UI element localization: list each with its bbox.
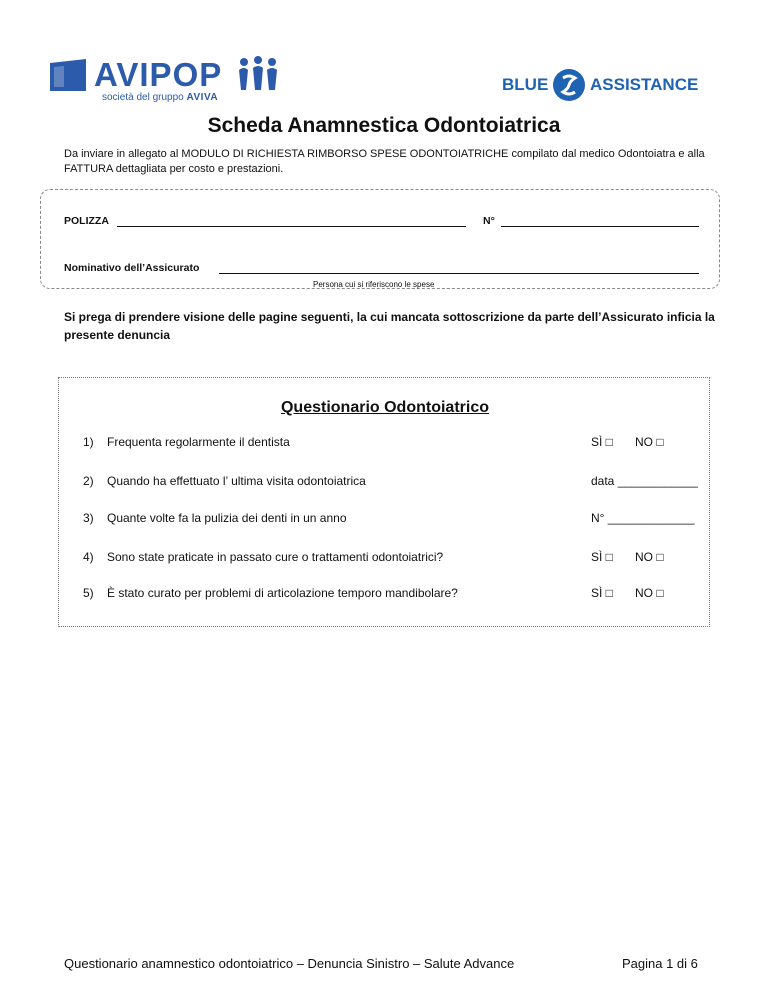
question-row-5 [83,584,693,602]
numero-label: N° [483,215,495,227]
question-text: Quante volte fa la pulizia dei denti in un anno [107,511,347,525]
avipop-tagline: società del gruppo AVIVA [102,92,219,103]
question-number: 1) [83,435,94,449]
question-number: 4) [83,550,94,564]
answer-no-checkbox[interactable]: NO □ [635,435,664,449]
question-row-2 [83,472,698,490]
answer-no-checkbox[interactable]: NO □ [635,586,664,600]
question-text: È stato curato per problemi di articolazione temporo mandibolare? [107,586,458,600]
blue-assistance-word-right: ASSISTANCE [590,75,699,94]
policy-info-box [40,189,720,289]
answer-no-checkbox[interactable]: NO □ [635,550,664,564]
answer-yes-checkbox[interactable]: SÌ □ [591,550,613,564]
question-text: Frequenta regolarmente il dentista [107,435,290,449]
notice-text: Si prega di prendere visione delle pagine seguenti, la cui mancata sottoscrizione da parte dell’Assicurato inficia la presente denuncia [64,310,715,342]
question-row-1 [83,433,693,451]
questionnaire-title: Questionario Odontoiatrico [280,399,489,416]
question-number: 2) [83,474,94,488]
blue-assistance-logo [502,66,717,106]
people-figures-icon [236,56,280,92]
footer-page-number: Pagina 1 di 6 [622,956,698,971]
question-text: Sono state praticate in passato cure o trattamenti odontoiatrici? [107,550,444,564]
date-field[interactable]: data ____________ [591,474,698,488]
nominativo-label: Nominativo dell’Assicurato [64,262,200,274]
question-number: 5) [83,586,94,600]
persona-note: Persona cui si riferiscono le spese [313,280,435,289]
nominativo-field[interactable] [219,273,699,274]
polizza-label: POLIZZA [64,215,109,227]
numero-field[interactable] [501,226,699,227]
answer-yes-checkbox[interactable]: SÌ □ [591,435,613,449]
avipop-wordmark: AVIPOP [94,56,223,93]
question-row-3 [83,509,693,527]
footer-document-title: Questionario anamnestico odontoiatrico – Denuncia Sinistro – Salute Advance [64,956,515,971]
blue-assistance-word-left: BLUE [502,75,549,94]
answer-yes-checkbox[interactable]: SÌ □ [591,586,613,600]
avipop-mark-icon [50,59,86,91]
count-field[interactable]: N° _____________ [591,511,695,525]
globe-icon [552,68,586,102]
question-text: Quando ha effettuato l’ ultima visita odontoiatrica [107,474,366,488]
page-title: Scheda Anamnestica Odontoiatrica [207,114,561,137]
intro-text: Da inviare in allegato al MODULO DI RICHIESTA RIMBORSO SPESE ODONTOIATRICHE compilato dal medico Odontoiatra e alla FATTURA dettagliata per costo e prestazioni. [64,148,705,175]
question-number: 3) [83,511,94,525]
polizza-field[interactable] [117,226,466,227]
questionnaire-box [58,377,710,627]
avipop-logo [50,56,280,108]
question-row-4 [83,548,693,566]
